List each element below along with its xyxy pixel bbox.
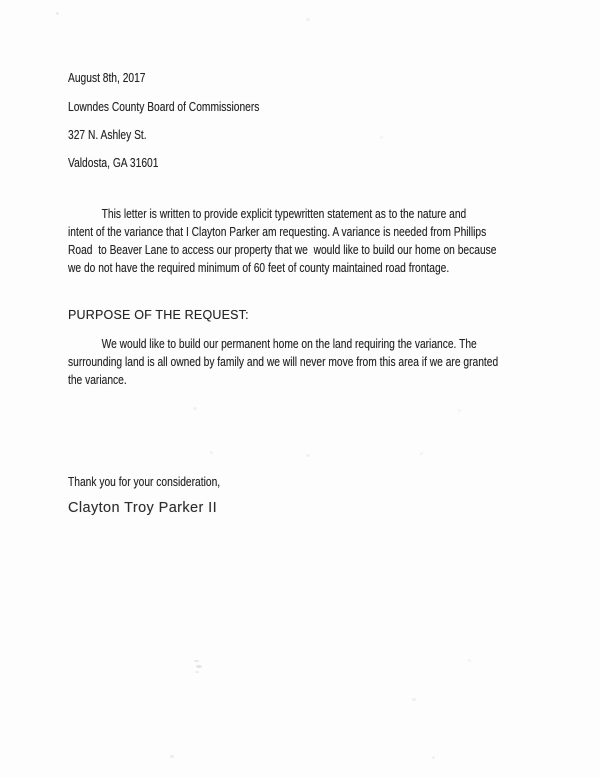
- scan-speck: [170, 755, 174, 758]
- scan-speck: [194, 660, 199, 662]
- scan-speck: [193, 407, 197, 410]
- recipient-city-state-zip: Valdosta, GA 31601: [68, 156, 159, 170]
- scan-speck: [420, 452, 423, 455]
- paragraph-line: We would like to build our permanent home on the land requiring the variance. The: [101, 337, 477, 351]
- scan-speck: [196, 665, 202, 668]
- scan-speck: [210, 451, 213, 454]
- scan-speck: [468, 659, 471, 662]
- paragraph-line: the variance.: [68, 373, 127, 387]
- signature-name: Clayton Troy Parker II: [68, 500, 218, 516]
- body-paragraph-1: [68, 205, 591, 277]
- recipient-street: 327 N. Ashley St.: [68, 128, 147, 142]
- paragraph-line: intent of the variance that I Clayton Parker am requesting. A variance is needed from Phillips: [68, 225, 487, 239]
- paragraph-line: surrounding land is all owned by family and we will never move from this area if we are granted: [68, 355, 499, 369]
- scan-speck: [412, 698, 416, 701]
- recipient-name: Lowndes County Board of Commissioners: [68, 100, 260, 114]
- scan-speck: [306, 18, 310, 21]
- paragraph-line: This letter is written to provide explicit typewritten statement as to the nature and: [101, 207, 467, 221]
- paragraph-line: we do not have the required minimum of 60 feet of county maintained road frontage.: [68, 261, 450, 275]
- scan-speck: [195, 671, 199, 673]
- scan-speck: [56, 12, 59, 15]
- scan-speck: [380, 136, 383, 139]
- section-heading: PURPOSE OF THE REQUEST:: [68, 308, 249, 322]
- body-paragraph-2: [68, 335, 593, 389]
- scan-speck: [458, 409, 461, 412]
- paragraph-line: Road to Beaver Lane to access our property that we would like to build our home on because: [68, 243, 497, 257]
- scan-speck: [432, 756, 435, 759]
- letter-date: August 8th, 2017: [68, 71, 146, 85]
- scan-speck: [306, 454, 310, 457]
- closing-salutation: Thank you for your consideration,: [68, 475, 221, 489]
